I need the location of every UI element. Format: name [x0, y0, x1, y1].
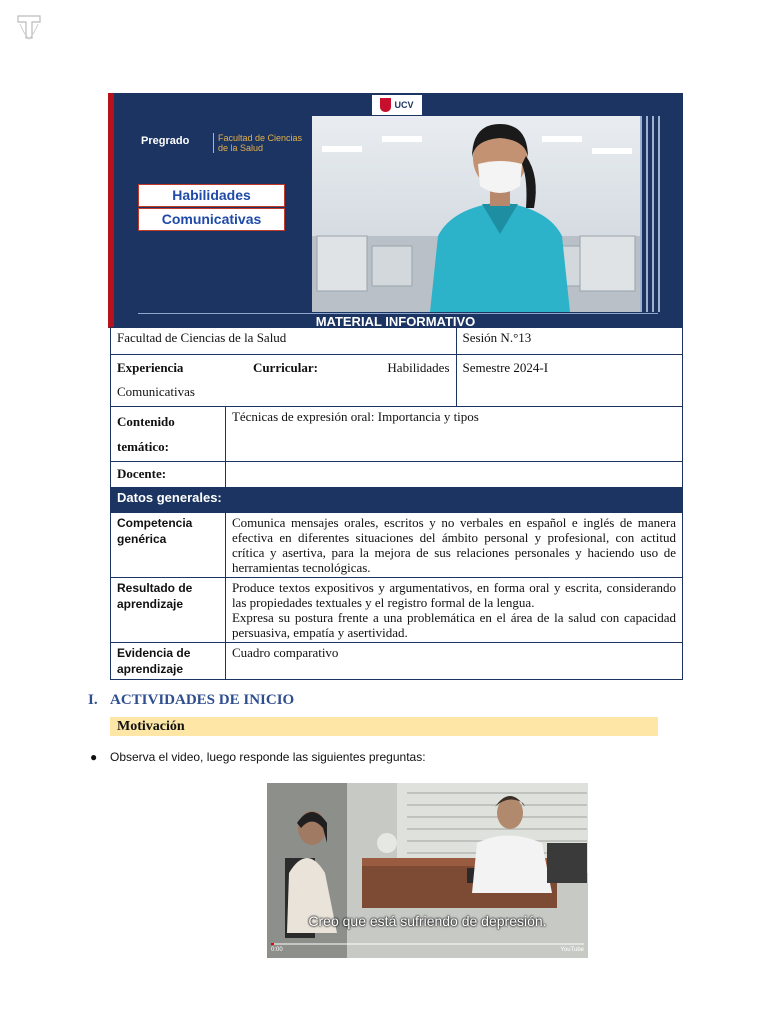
- competencia-value: Comunica mensajes orales, escritos y no verbales en español e inglés de manera efectiva en diferentes situaciones del ámbito personal y profesional, con actitud crítica y asertiva, para la mejora de sus relaciones personales y haciendo uso de herramientas tecnológicas.: [225, 513, 682, 578]
- bullet-dot-icon: ●: [90, 750, 98, 764]
- resultado-value: [225, 578, 682, 643]
- contenido-label-line1: Contenido: [117, 414, 175, 429]
- comunicativas-word: Comunicativas: [117, 384, 195, 399]
- contenido-value: Técnicas de expresión oral: Importancia y tipos: [225, 407, 682, 462]
- material-title: MATERIAL INFORMATIVO: [315, 314, 476, 329]
- course-name-line-1: Habilidades: [138, 184, 285, 207]
- banner-stripes: [640, 116, 662, 312]
- session-cell: Sesión N.°13: [456, 328, 682, 355]
- ucv-logo-text: UCV: [394, 99, 414, 110]
- instruction-text: Observa el video, luego responde las siguientes preguntas:: [110, 750, 426, 764]
- nurse-photo: [312, 116, 640, 312]
- habilidades-word: Habilidades: [387, 360, 450, 375]
- course-info-table: [110, 327, 683, 680]
- experiencia-word: Experiencia: [117, 360, 184, 375]
- course-banner: [108, 93, 683, 328]
- evidencia-label: Evidencia de aprendizaje: [111, 643, 226, 680]
- contenido-label-line2: temático:: [117, 439, 169, 454]
- pregrado-label: Pregrado: [141, 135, 190, 147]
- curricular-word: Curricular:: [252, 360, 318, 375]
- resultado-label: Resultado de aprendizaje: [111, 578, 226, 643]
- semester-cell: Semestre 2024-I: [456, 355, 682, 407]
- faculty-cell: Facultad de Ciencias de la Salud: [111, 328, 457, 355]
- contenido-label: [111, 407, 226, 462]
- datos-generales-header: Datos generales:: [111, 488, 683, 513]
- course-name-line-2: Comunicativas: [138, 208, 285, 231]
- video-progress-fill: [271, 943, 274, 945]
- video-subtitle: Creo que está sufriendo de depresión.: [308, 913, 547, 929]
- instruction-bullet: [90, 750, 426, 764]
- youtube-brand[interactable]: YouTube: [560, 947, 584, 953]
- faculty-small-label: Facultad de Ciencias de la Salud: [213, 133, 308, 153]
- video-controls: [271, 947, 584, 957]
- video-time: 0:00: [271, 947, 283, 953]
- video-progress-bar[interactable]: [271, 943, 584, 945]
- resultado-value-1: Produce textos expositivos y argumentativos, en forma oral y escrita, considerando las propiedades textuales y el registro formal de la lengua.: [231, 580, 676, 610]
- section-number: I.: [88, 692, 98, 708]
- banner-red-bar: [108, 93, 114, 328]
- section-title: ACTIVIDADES DE INICIO: [110, 692, 295, 708]
- experiencia-cell: [111, 355, 457, 407]
- video-player[interactable]: [267, 783, 588, 958]
- docente-value: [225, 462, 682, 488]
- motivacion-subheading: Motivación: [110, 717, 658, 736]
- section-heading: [88, 692, 294, 709]
- docente-label: Docente:: [111, 462, 226, 488]
- evidencia-value: Cuadro comparativo: [225, 643, 682, 680]
- ucv-logo: [372, 95, 422, 115]
- resultado-value-2: Expresa su postura frente a una problemática en el área de la salud con capacidad persuasiva, empatía y asertividad.: [231, 610, 676, 640]
- competencia-label: Competencia genérica: [111, 513, 226, 578]
- video-frame: [267, 783, 588, 958]
- watermark-logo-icon: [14, 12, 44, 42]
- ucv-shield-icon: [380, 98, 391, 112]
